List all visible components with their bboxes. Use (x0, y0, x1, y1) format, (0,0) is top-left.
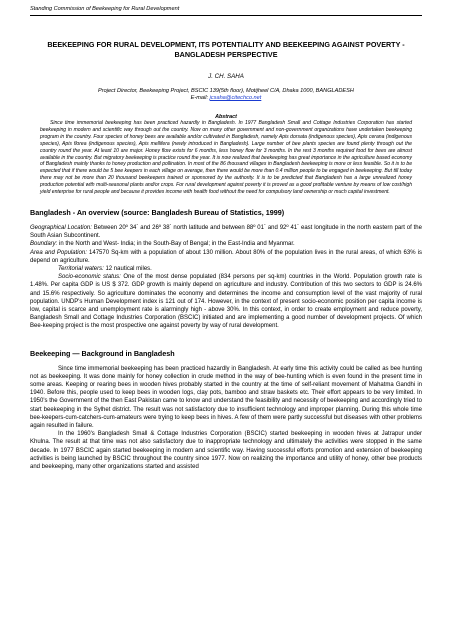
background-paragraph-2: In the 1960's Bangladesh Small & Cottage Industries Corporation (BSCIC) started beekeeping in wooden hives at Jatrapur under Khulna. The result at that time was not also satisfactory due to inappropriate technology and ultimately the activities were stopped in the same decade. In 1977 BSCIC again started beekeeping in modern and scientific way. Having successful efforts promotion and extension of beekeeping activities is being launched by BSCIC throughout the country since 1977. Now on realizing the importance and utility of honey, other bee products and beekeeping, many other organizations started and assisted (30, 431, 422, 471)
affiliation-text: Project Director, Beekeeping Project, BSCIC 139(5th floor), Motijheel C/A, Dhaka 1000, BANGLADESH (98, 88, 354, 94)
boundary-text: in the North and West- India; in the South-Bay of Bengal; in the East-India and Myanmar. (57, 241, 295, 248)
abstract-block (40, 120, 412, 196)
abstract-heading: Abstract (215, 114, 237, 120)
geo-location-paragraph (30, 224, 422, 240)
header-divider (30, 15, 422, 16)
geo-location-label: Geographical Location: (30, 224, 92, 231)
territorial-waters-label: Territorial waters: (58, 265, 104, 272)
socio-economic-paragraph (30, 273, 422, 330)
background-body (30, 365, 422, 472)
author-name: J. CH. SAHA (208, 73, 244, 80)
author-affiliation (30, 88, 422, 102)
email-line (30, 95, 422, 102)
boundary-label: Boundary: (30, 241, 58, 248)
territorial-waters-paragraph (30, 265, 422, 273)
territorial-waters-text: 12 nautical miles. (103, 265, 152, 272)
running-header: Standing Commission of Beekeeping for Rural Development (30, 6, 180, 12)
email-link[interactable]: jcsaha@citechco.net (209, 95, 262, 101)
socio-economic-label: Socio-economic status: (58, 274, 121, 281)
abstract-text: Since time immemorial beekeeping has been practiced hazardly in Bangladesh. In 1977 Bangladesh Small and Cottage Industries Corporation has started beekeeping in modern and scientific way through out the country. Now on many other government and non-government organizations have undertaken beekeeping program in the country. Four species of honey bees are available and/or cultivated in Bangladesh, namely Apis dorsata (indigenous species), Apis cerana (indigenous species), Apis florea (indigenous species), Apis mellifera (newly introduced in Bangladesh). Large number of bee plants species are found plenty through out the country round the year. At least 10 are major. Honey flow exists for 6 months, less honey flow for 3 months. In the rest 3 months required food for bees are almost available in the country. But migratory beekeeping is practice round the year. It is now realized that beekeeping has great importance in the agriculture based economy of Bangladesh mainly thanks to honey production and pollination. In most of the 86 thousand villages in Bangladesh beekeeping is more or less feasible. So it is to be expected that if there would be 5 bee keepers in each village on average, then there would be more than 0.4 million people to be engaged in beekeeping. But till today there may not be more than 20 thousand beekeepers trained or sponsored by the authority. It is to be predicted that Bangladesh has a large unrealized honey production potential with multi-seasonal plants and/or crops. For rural development against poverty it is proved as a good profitable venture by means of low cost/high yield enterprise for rural people and because it provides income with health food without the need for compulsory land ownership or much capital investment. (40, 120, 412, 196)
email-label: E-mail: (190, 95, 209, 101)
geo-location-text: Between 20º 34´ and 26º 38´ north latitude and between 88º 01´ and 92º 41´ east longitude in the north eastern part of the South Asian Subcontinent. (30, 224, 422, 240)
area-population-paragraph (30, 249, 422, 265)
section-heading-overview: Bangladesh - An overview (source: Bangladesh Bureau of Statistics, 1999) (30, 207, 285, 217)
socio-economic-text: One of the most dense populated (834 persons per sq-km) countries in the World. Population growth rate is 1.48%. Per capita GDP is US $ 372. GDP growth is mainly depend on agriculture and industry. Contribution of this two sectors to GDP is 24.6% and 15.6% respectively. So agriculture dominates the economy and determines the income and consumption level of the vast majority of rural population. UNDP's Human Development index is 121 out of 174. However, in the context of present socio-economic position per capita income is low, capital is scarce and unemployment rate is alarmingly high - above 30%. In this context, in order to create employment and reduce poverty, Bangladesh Small and Cottage Industries Corporation (BSCIC) initiated and are implementing a good number of development projects. Of which Bee-keeping project is the most prospective one against poverty by way of rural development. (30, 274, 422, 330)
background-paragraph-1: Since time immemorial beekeeping has been practiced hazardly in Bangladesh. At early time this activity could be called as bee hunting not as beekeeping. It was done mainly for honey collection in crude method in the way of bee-hunting which is even found in the present time in some areas. Keeping or rearing bees in wooden hives probably started in the country at the time of self-reliant movement of Mahatma Gandhi in 1940. Before this, people used to keep bees in wooden logs, clay pots, bamboo and straw baskets etc. Their effort appears to be very limited. In 1950's the Government of the then East Pakistan came to know and understand the feasibility and necessity of beekeeping and accordingly tried to start beekeeping in the Sylhet district. The result was not satisfactory due to insufficient technology and improper planning. During this whole time bee-keepers-cum-catchers-cum-amateurs were trying to keep bees in hives. A few of them were partly successful but diseases with other problems again resulted in failure. (30, 365, 422, 430)
area-population-text: 147570 Sq-km with a population of about 130 million. About 80% of the population lives in the rural areas, of which 63% is depend on agriculture. (30, 249, 422, 264)
paper-content (30, 40, 422, 471)
paper-title: BEEKEEPING FOR RURAL DEVELOPMENT, ITS POTENTIALITY AND BEEKEEPING AGAINST POVERTY - BANGLADESH PERSPECTIVE (47, 40, 405, 59)
section-heading-background: Beekeeping — Background in Bangladesh (30, 348, 175, 358)
overview-body (30, 224, 422, 331)
boundary-paragraph (30, 240, 422, 248)
area-population-label: Area and Population: (30, 249, 87, 256)
